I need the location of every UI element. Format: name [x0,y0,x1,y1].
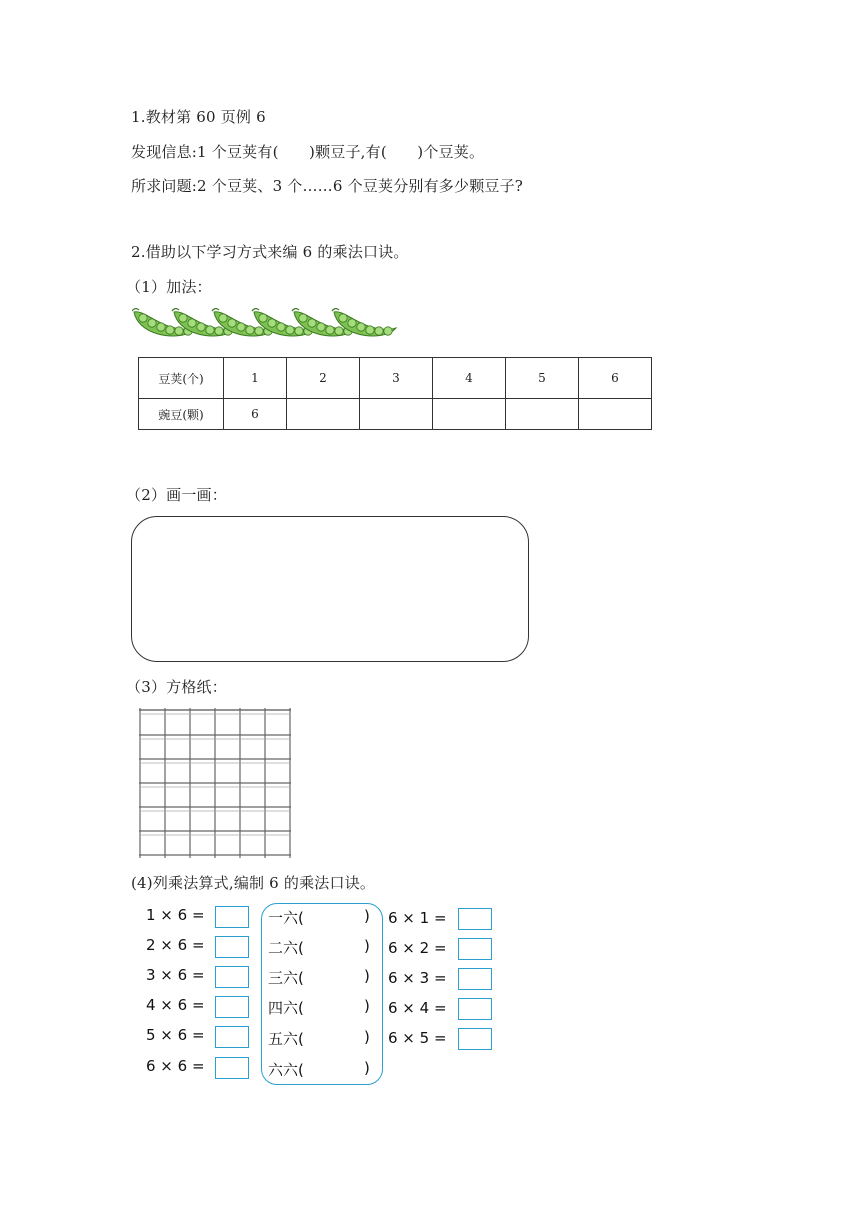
rhyme-close: ) [364,1059,370,1077]
table-cell: 2 [287,358,360,399]
answer-box[interactable] [458,1028,492,1050]
q1-question: 所求问题:2 个豆荚、3 个……6 个豆荚分别有多少颗豆子? [131,177,524,195]
part2-label: （2）画一画： [126,486,227,504]
row-header-peas: 豌豆(颗) [139,399,224,430]
rhyme-close: ) [364,937,370,955]
answer-box[interactable] [458,998,492,1020]
equation-label: 6 × 5 = [388,1029,447,1047]
equation-label: 4 × 6 = [146,996,205,1014]
answer-cell[interactable] [287,399,360,430]
rhyme-label: 一六( [268,909,304,927]
rhyme-close: ) [364,997,370,1015]
answer-cell[interactable] [506,399,579,430]
rhyme-close: ) [364,1028,370,1046]
table-row [139,399,652,430]
answer-box[interactable] [215,996,249,1018]
part1-label: （1）加法： [126,278,212,296]
equation-label: 6 × 3 = [388,969,447,987]
pea-pods-illustration [132,306,402,342]
pods-peas-table [138,357,652,430]
row-header-pods: 豆荚(个) [139,358,224,399]
equation-label: 5 × 6 = [146,1026,205,1044]
equation-label: 6 × 6 = [146,1057,205,1075]
rhyme-close: ) [364,907,370,925]
answer-cell[interactable] [433,399,506,430]
part3-label: （3）方格纸： [126,678,227,696]
table-cell: 4 [433,358,506,399]
answer-box[interactable] [458,968,492,990]
q1-info: 发现信息:1 个豆荚有( )颗豆子,有( )个豆荚。 [131,143,485,161]
answer-cell[interactable] [579,399,652,430]
answer-box[interactable] [215,1026,249,1048]
rhyme-label: 五六( [268,1030,304,1048]
table-cell: 5 [506,358,579,399]
answer-box[interactable] [458,908,492,930]
equation-label: 6 × 1 = [388,909,447,927]
rhyme-group-box [261,903,383,1085]
table-row [139,358,652,399]
rhyme-label: 六六( [268,1061,304,1079]
equation-label: 6 × 2 = [388,939,447,957]
equation-label: 1 × 6 = [146,906,205,924]
answer-box[interactable] [215,936,249,958]
rhyme-label: 三六( [268,969,304,987]
rhyme-close: ) [364,967,370,985]
table-cell: 6 [579,358,652,399]
grid-paper[interactable] [139,708,291,858]
part4-label: (4)列乘法算式,编制 6 的乘法口诀。 [131,874,376,892]
q1-title: 1.教材第 60 页例 6 [131,108,266,126]
answer-cell[interactable] [360,399,433,430]
table-cell: 6 [224,399,287,430]
answer-box[interactable] [215,966,249,988]
rhyme-label: 四六( [268,999,304,1017]
q2-title: 2.借助以下学习方式来编 6 的乘法口诀。 [131,243,409,261]
drawing-area[interactable] [131,516,529,662]
equation-label: 2 × 6 = [146,936,205,954]
equation-label: 3 × 6 = [146,966,205,984]
equation-label: 6 × 4 = [388,999,447,1017]
answer-box[interactable] [215,906,249,928]
table-cell: 1 [224,358,287,399]
rhyme-label: 二六( [268,939,304,957]
answer-box[interactable] [215,1057,249,1079]
answer-box[interactable] [458,938,492,960]
table-cell: 3 [360,358,433,399]
